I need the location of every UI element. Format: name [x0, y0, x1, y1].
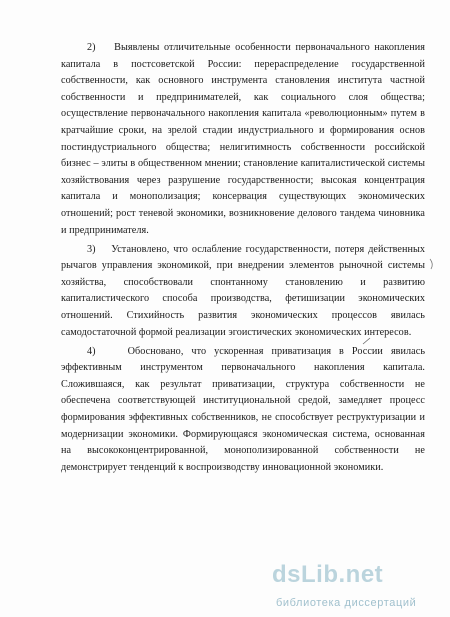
- paragraph-number: 2): [87, 42, 96, 53]
- paragraph-number: 4): [87, 345, 96, 357]
- watermark-subtitle: библиотека диссертаций: [276, 597, 417, 609]
- watermark-logo: dsLib.net: [272, 561, 384, 588]
- paragraph-text: Обосновано, что ускоренная приватизация в России явилась эффективным инструментом первоначального накопления капитала. Сложившаяся, как результат приватизации, структура собственности не обеспечена соответствующей институциональной средой, замедляет процесс формирования эффективных собственников, не способствует реструктуризации и модернизации экономики. Формирующаяся экономическая система, основанная на высококонцентрированной, монополизированной собственности не демонстрирует тенденций к воспроизводству инновационной экономики.: [61, 345, 426, 473]
- scan-mark: [428, 258, 438, 270]
- paragraph-3: [61, 242, 425, 342]
- watermark: [272, 561, 442, 611]
- paragraph-number: 3): [87, 243, 96, 255]
- paragraph-2: [61, 40, 425, 239]
- document-body: [61, 40, 425, 479]
- paragraph-text: Выявлены отличительные особенности первоначального накопления капитала в постсоветской России: перераспределение государственной собственности, как основного инструмента становления института частной собственности и предпринимателей, как социального слоя общества; осуществление первоначального накопления капитала «революционным» путем в кратчайшие сроки, на зрелой стадии индустриального и формирования основ постиндустриального общества; нелигитимность собственности российской бизнес – элиты в общественном мнении; становление капиталистической системы хозяйствования через разрушение государственности; высокая концентрация капитала и монополизация; консервация существующих экономических отношений; рост теневой экономики, возникновение делового тандема чиновника и предпринимателя.: [61, 42, 425, 236]
- paragraph-4: [61, 344, 425, 477]
- paragraph-text: Установлено, что ослабление государственности, потеря действенных рычагов управления экономикой, при внедрении элементов рыночной системы хозяйства, способствовали спонтанному становлению и развитию капиталистического способа производства, фетишизации экономических отношений. Стихийность развития экономических процессов явилась самодостаточной формой реализации эгоистических экономических интересов.: [61, 243, 425, 338]
